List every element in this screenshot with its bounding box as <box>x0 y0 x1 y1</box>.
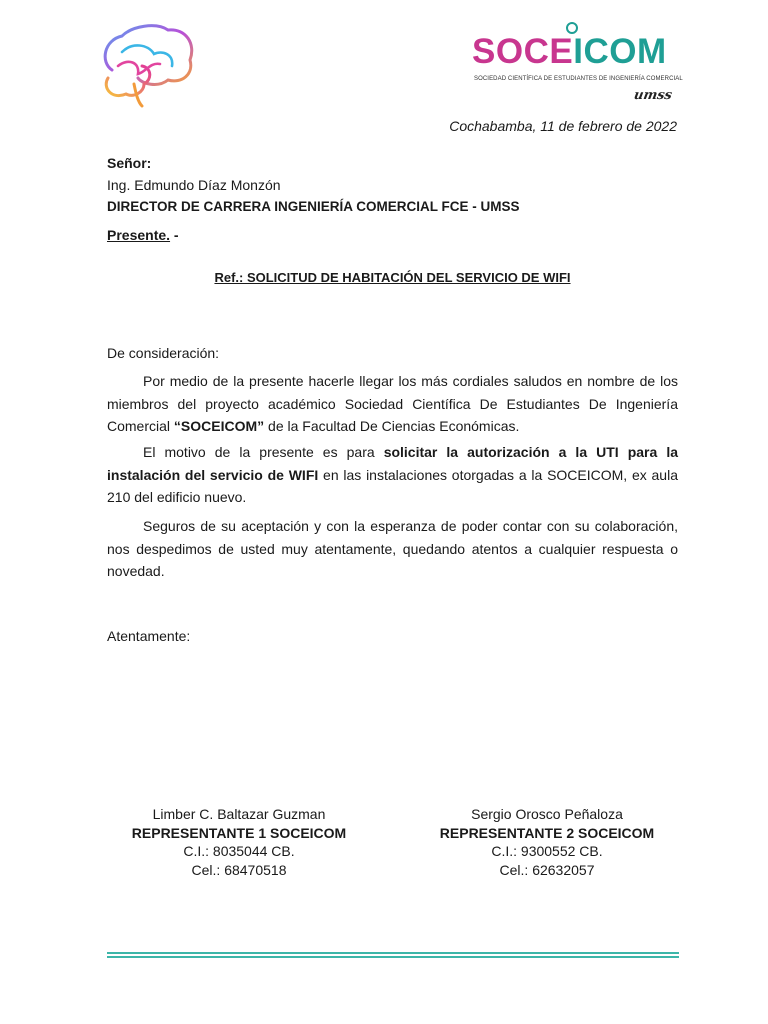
signer-cel: Cel.: 62632057 <box>499 861 595 878</box>
signer-name: Sergio Orosco Peñaloza <box>471 806 623 822</box>
presente-label: Presente. <box>107 227 171 243</box>
presente-suffix: - <box>170 227 179 243</box>
wordmark-part1: SOCE <box>472 32 574 71</box>
recipient-name: Ing. Edmundo Díaz Monzón <box>107 177 281 193</box>
umss-mark: umss <box>632 88 674 103</box>
wordmark-part2: I <box>573 32 584 71</box>
letter-date: Cochabamba, 11 de febrero de 2022 <box>449 118 677 134</box>
paragraph-1-bold: “SOCEICOM” <box>173 418 265 434</box>
wordmark-part3: COM <box>583 32 667 71</box>
soceicom-logo <box>470 20 682 110</box>
soceicom-subtitle: SOCIEDAD CIENTÍFICA DE ESTUDIANTES DE INGENIERÍA COMERCIAL <box>474 76 683 82</box>
greeting: De consideración: <box>107 345 220 361</box>
paragraph-2 <box>107 441 678 509</box>
closing: Atentamente: <box>107 628 191 644</box>
paragraph-3 <box>107 515 678 583</box>
paragraph-3-text: Seguros de su aceptación y con la esperanza de poder contar con su colaboración, nos despedimos de usted muy atentamente, quedando atentos a cualquier respuesta o novedad. <box>107 518 678 579</box>
signer-ci: C.I.: 9300552 CB. <box>491 843 603 859</box>
signer-cel: Cel.: 68470518 <box>191 861 287 878</box>
salutation: Señor: <box>107 155 152 171</box>
reference-line <box>107 270 678 285</box>
footer-divider <box>107 952 679 958</box>
recipient-position: DIRECTOR DE CARRERA INGENIERÍA COMERCIAL FCE - UMSS <box>107 199 520 214</box>
presente-line <box>107 226 179 244</box>
paragraph-2-text-a: El motivo de la presente es para <box>143 444 384 460</box>
signer-role: REPRESENTANTE 1 SOCEICOM <box>131 824 347 841</box>
paragraph-2-bold: solicitar la autorización a la UTI para la instalación del servicio de WIFI <box>107 444 679 483</box>
paragraph-1-text-a: Por medio de la presente hacerle llegar los más cordiales saludos en nombre de los miembros del proyecto académico Sociedad Científica De Estudiantes De Ingeniería Comercial <box>107 373 678 434</box>
paragraph-1 <box>107 370 678 438</box>
reference-text: Ref.: SOLICITUD DE HABITACIÓN DEL SERVICIO DE WIFI <box>214 270 571 285</box>
signer-role: REPRESENTANTE 2 SOCEICOM <box>439 824 655 841</box>
signature-block-1 <box>114 805 364 879</box>
soceicom-wordmark <box>472 34 667 69</box>
signature-block-2 <box>422 805 672 879</box>
brain-logo-icon <box>98 22 196 108</box>
signer-ci: C.I.: 8035044 CB. <box>183 843 295 859</box>
paragraph-2-text-b: en las instalaciones otorgadas a la SOCEICOM, ex aula 210 del edificio nuevo. <box>107 466 678 505</box>
signer-name: Limber C. Baltazar Guzman <box>152 806 326 822</box>
paragraph-1-text-b: de la Facultad De Ciencias Económicas. <box>264 418 520 434</box>
